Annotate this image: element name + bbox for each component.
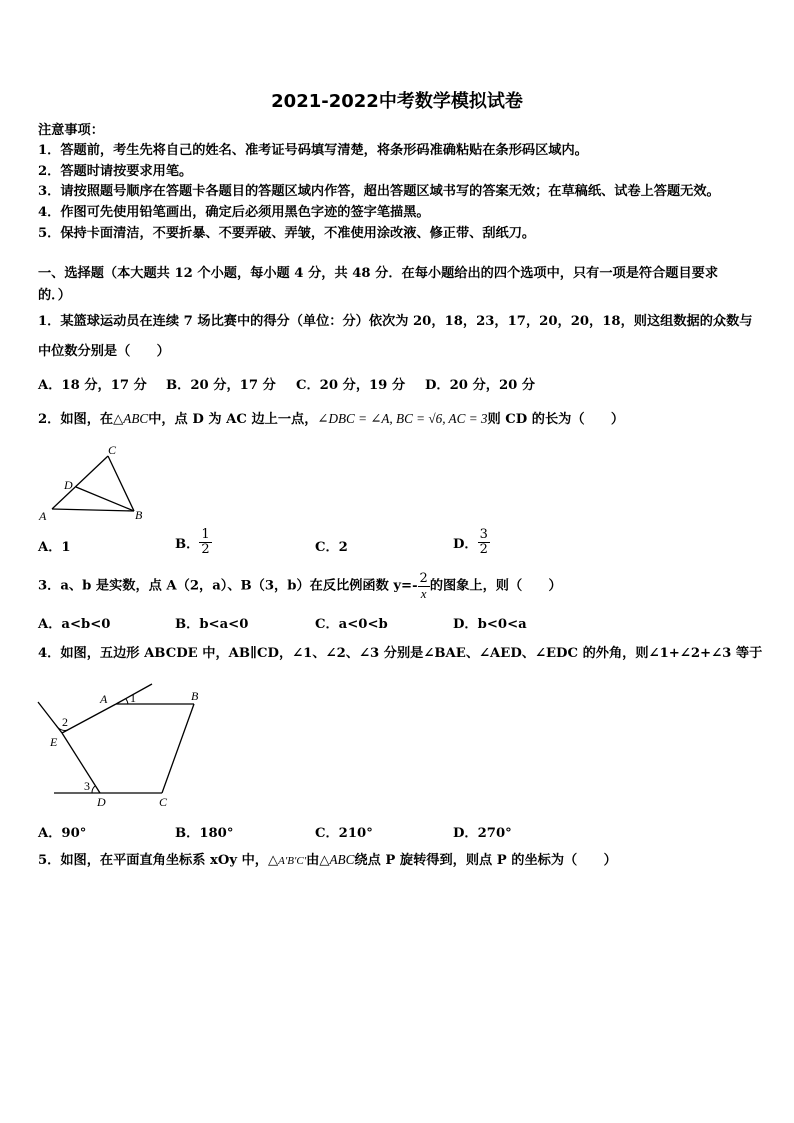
q5-text [38, 851, 617, 870]
q2-mid: 中，点 D 为 AC 边上一点， [148, 412, 318, 427]
q2-option-b-num: 1 [201, 527, 210, 542]
q4-option-a: A．90° [38, 826, 87, 841]
q2-option-b-den: 2 [201, 542, 210, 557]
q2-option-b-prefix: B． [175, 537, 200, 552]
q3-option-b: B．b<a<0 [175, 617, 249, 632]
page-title: 2021-2022中考数学模拟试卷 [271, 91, 523, 112]
q4-label-2: 2 [62, 715, 68, 729]
notice-item-5: 5．保持卡面清洁，不要折暴、不要弄破、弄皱，不准使用涂改液、修正带、刮纸刀。 [38, 226, 536, 241]
q2-option-a: A．1 [38, 540, 71, 555]
q4-option-c: C．210° [315, 826, 373, 841]
notice-heading: 注意事项： [38, 123, 104, 138]
q4-text: 4．如图，五边形 ABCDE 中，AB∥CD，∠1、∠2、∠3 分别是∠BAE、∠AED、∠EDC 的外角，则∠1+∠2+∠3 等于 [38, 646, 763, 661]
notice-item-1: 1．答题前，考生先将自己的姓名、准考证号码填写清楚，将条形码准确粘贴在条形码区域内。 [38, 143, 588, 158]
q2-suffix: 则 CD 的长为（ ） [487, 412, 625, 427]
q3-option-c: C．a<0<b [315, 617, 388, 632]
q3-text [38, 572, 562, 601]
q5-suffix: 绕点 P 旋转得到，则点 P 的坐标为（ ） [354, 853, 617, 868]
q4-pentagon-figure [34, 680, 224, 812]
q3-option-d: D．b<0<a [453, 617, 527, 632]
section-heading-line2: 的．） [38, 288, 71, 303]
q3-fraction [418, 572, 430, 601]
q2-option-d-num: 3 [479, 527, 488, 542]
q2-text [38, 410, 624, 429]
q4-label-1: 1 [130, 691, 136, 705]
q2-option-c: C．2 [315, 540, 348, 555]
q4-label-c: C [159, 795, 168, 809]
q1-option-a: A．18 分，17 分 [38, 378, 147, 393]
notice-item-4: 4．作图可先使用铅笔画出，确定后必须用黑色字迹的签字笔描黑。 [38, 205, 430, 220]
q5-triangle-1: A′B′C′ [278, 855, 307, 867]
q2-option-d-prefix: D． [453, 537, 478, 552]
q4-option-d: D．270° [453, 826, 512, 841]
q2-label-b: B [135, 508, 143, 522]
q2-option-b [175, 528, 212, 557]
q4-option-b: B．180° [175, 826, 234, 841]
q3-suffix: 的图象上，则（ ） [429, 578, 562, 594]
q4-label-e: E [50, 735, 58, 749]
q3-prefix: 3．a、b 是实数，点 A（2，a）、B（3，b）在反比例函数 y=- [38, 578, 418, 594]
q4-label-a: A [100, 692, 108, 706]
q3-num: 2 [419, 571, 428, 586]
q4-label-b: B [191, 689, 199, 703]
q4-label-3: 3 [84, 779, 90, 793]
q2-formula: ∠DBC = ∠A, BC = √6, AC = 3 [317, 411, 488, 426]
q2-prefix: 2．如图，在 [38, 412, 114, 427]
section-heading-line1: 一、选择题（本大题共 12 个小题，每小题 4 分，共 48 分．在每小题给出的四个选项中，只有一项是符合题目要求 [38, 266, 719, 281]
q1-option-c: C．20 分，19 分 [296, 378, 406, 393]
q5-triangle-2: ABC [329, 852, 355, 867]
q2-option-d-den: 2 [479, 542, 488, 557]
q1-option-d: D．20 分，20 分 [425, 378, 536, 393]
q4-label-d: D [97, 795, 106, 809]
q2-triangle: △ABC [113, 411, 149, 426]
q3-option-a: A．a<b<0 [38, 617, 111, 632]
q2-label-a: A [39, 509, 47, 523]
q2-option-d [453, 528, 490, 557]
q3-den: x [420, 586, 427, 601]
q5-mid: 由△ [306, 853, 330, 868]
q1-text-line1: 1．某篮球运动员在连续 7 场比赛中的得分（单位：分）依次为 20，18，23，17，20，20，18，则这组数据的众数与 [38, 314, 753, 329]
notice-item-2: 2．答题时请按要求用笔。 [38, 164, 193, 179]
q2-triangle-figure [34, 442, 154, 526]
q2-option-d-fraction [478, 528, 490, 557]
q2-label-c: C [108, 443, 117, 457]
q2-label-d: D [64, 478, 73, 492]
notice-item-3: 3．请按照题号顺序在答题卡各题目的答题区域内作答，超出答题区域书写的答案无效；在草稿纸、试卷上答题无效。 [38, 184, 720, 199]
q1-text-line2: 中位数分别是（ ） [38, 344, 170, 359]
q5-prefix: 5．如图，在平面直角坐标系 xOy 中，△ [38, 853, 279, 868]
q2-option-b-fraction [199, 528, 211, 557]
q1-option-b: B．20 分，17 分 [166, 378, 276, 393]
